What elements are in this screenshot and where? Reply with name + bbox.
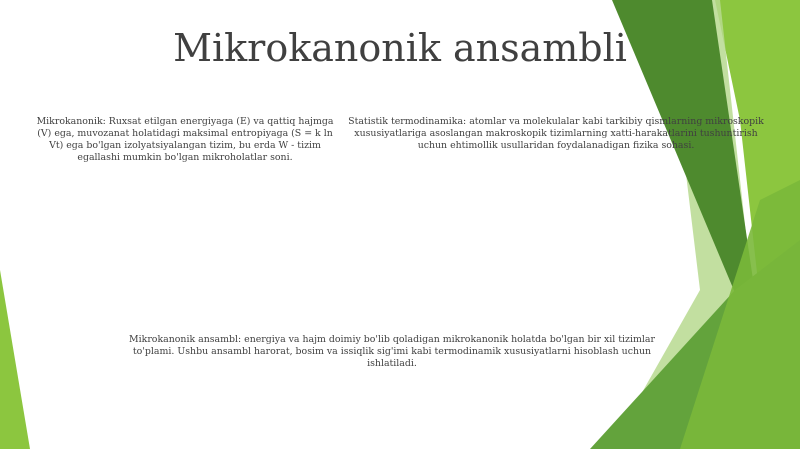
text-block-microcanonical: Mikrokanonik: Ruxsat etilgan energiyaga (E) va qattiq hajmga (V) ega, muvozanat holatidagi maksimal entropiyaga (S = k ln Vt) ega bo'lgan izolyatsiyalangan tizim, bu erda W - tizim egallashi mumkin bo'lgan mikroholatlar soni.: [36, 116, 334, 163]
text-block-microcanonical-ensemble: Mikrokanonik ansambl: energiya va hajm doimiy bo'lib qoladigan mikrokanonik holatda bo'lgan bir xil tizimlar to'plami. Ushbu ansambl harorat, bosim va issiqlik sig'imi kabi termodinamik xususiyatlarni hisoblash uchun ishlatiladi.: [129, 334, 655, 369]
text-block-statistical-thermodynamics: Statistik termodinamika: atomlar va molekulalar kabi tarkibiy qismlarning mikroskopik xususiyatlariga asoslangan makroskopik tizimlarning xatti-harakatlarini tushuntirish uchun ehtimollik usullaridan foydalanadigan fizika sohasi.: [348, 116, 764, 151]
slide-title: Mikrokanonik ansambli: [173, 26, 627, 70]
deco-shape-left-sliver: [0, 270, 30, 449]
